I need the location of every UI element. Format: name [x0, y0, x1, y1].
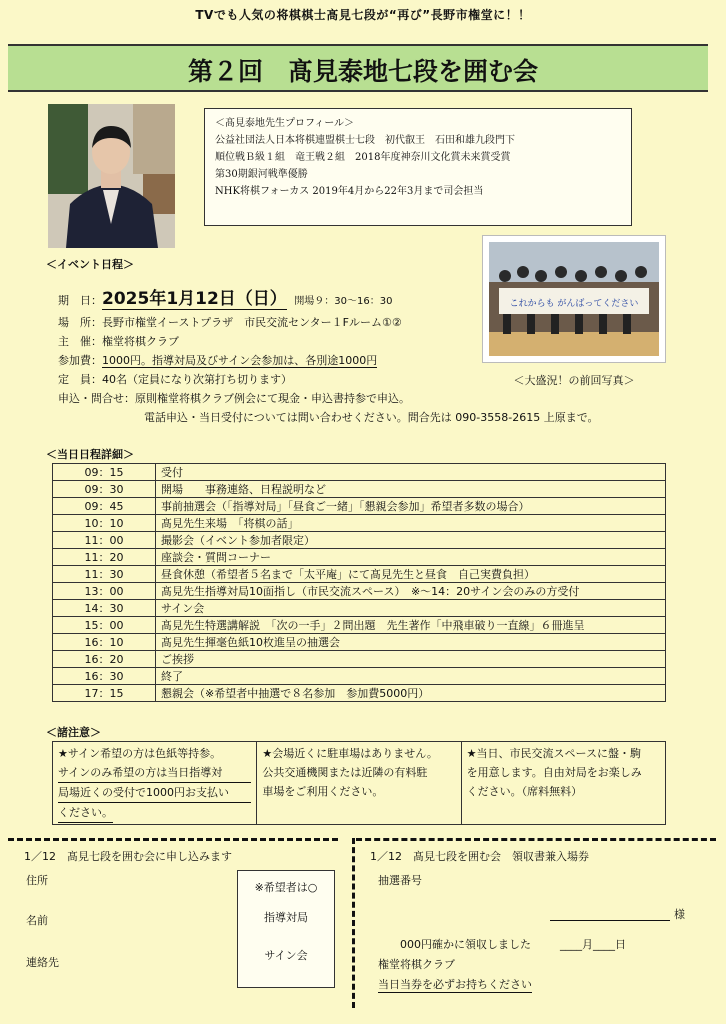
lottery-number-label: 抽選番号 — [378, 874, 422, 887]
profile-line: 第30期銀河戦準優勝 — [215, 169, 308, 180]
date-value: 2025年1月12日（日） — [102, 289, 287, 309]
schedule-time: 11：00 — [53, 532, 156, 549]
schedule-item: 座談会・質問コーナー — [156, 549, 666, 566]
schedule-time: 16：20 — [53, 651, 156, 668]
profile-line: 公益社団法人日本将棋連盟棋士七段 初代叡王 石田和雄九段門下 — [215, 135, 515, 146]
schedule-heading: ＜当日日程詳細＞ — [46, 448, 134, 461]
page-title: 第２回 髙見泰地七段を囲む会 — [187, 57, 538, 86]
notes-heading: ＜諸注意＞ — [46, 726, 101, 739]
schedule-time: 14：30 — [53, 600, 156, 617]
table-row — [53, 532, 666, 549]
schedule-item: 受付 — [156, 464, 666, 481]
tagline: TVでも人気の将棋棋士髙見七段が“再び”長野市権堂に！！ — [195, 8, 531, 22]
schedule-time: 09：30 — [53, 481, 156, 498]
schedule-time: 13：00 — [53, 583, 156, 600]
note-free-play — [462, 742, 665, 824]
schedule-item: 事前抽選会（「指導対局」「昼食ご一緒」「懇親会参加」希望者多数の場合） — [156, 498, 666, 515]
hours-text: 開場９：30〜16：30 — [294, 296, 393, 307]
receipt-ticket — [370, 848, 710, 1018]
profile-line: NHK将棋フォーカス 2019年4月から22年3月まで司会担当 — [215, 186, 484, 197]
schedule-item: 髙見先生特選講解説 「次の一手」２問出題 先生著作「中飛車破り一直線」６冊進呈 — [156, 617, 666, 634]
note-line: 局場近くの受付で1000円お支払い — [58, 783, 251, 803]
cut-line-left — [8, 838, 338, 841]
name-label: 名前 — [26, 914, 48, 927]
schedule-time: 16：10 — [53, 634, 156, 651]
schedule-item: 髙見先生揮毫色紙10枚進呈の抽選会 — [156, 634, 666, 651]
event-heading: ＜イベント日程＞ — [46, 258, 134, 271]
schedule-item: サイン会 — [156, 600, 666, 617]
table-row — [53, 549, 666, 566]
venue-value: 長野市権堂イーストプラザ 市民交流センター１Fルーム①② — [102, 316, 402, 329]
table-row — [53, 464, 666, 481]
sama-label: 様 — [674, 908, 685, 921]
note-line: ★会場近くに駐車場はありません。 — [262, 747, 438, 760]
note-line: ください。 — [58, 803, 113, 823]
table-row — [53, 668, 666, 685]
table-row — [53, 566, 666, 583]
table-row — [53, 600, 666, 617]
receipt-date: ____月____日 — [560, 938, 626, 951]
hope-sign-session[interactable]: サイン会 — [264, 949, 308, 962]
apply-line: 申込・問合せ：原則権堂将棋クラブ例会にて現金・申込書持参で申込。 — [58, 392, 410, 405]
fee-value: 1000円。指導対局及びサイン会参加は、各別途1000円 — [102, 354, 378, 367]
schedule-time: 10：10 — [53, 515, 156, 532]
schedule-time: 09：45 — [53, 498, 156, 515]
schedule-time: 15：00 — [53, 617, 156, 634]
note-line: 公共交通機関または近隣の有料駐 — [262, 766, 428, 779]
schedule-item: 開場 事務連絡、日程説明など — [156, 481, 666, 498]
schedule-item: 撮影会（イベント参加者限定） — [156, 532, 666, 549]
table-row — [53, 651, 666, 668]
profile-line: 順位戦Ｂ級１組 竜王戦２組 2018年度神奈川文化賞未来賞受賞 — [215, 152, 511, 163]
hope-checkbox-box — [237, 870, 335, 988]
club-name: 権堂将棋クラブ — [378, 958, 455, 971]
note-line: ★サイン希望の方は色紙等持参。 — [58, 747, 222, 760]
photo-caption: ＜大盛況！の前回写真＞ — [513, 374, 635, 387]
notes-box — [52, 741, 666, 825]
table-row — [53, 481, 666, 498]
schedule-item: 昼食休憩（希望者５名まで「太平庵」にて髙見先生と昼食 自己実費負担） — [156, 566, 666, 583]
schedule-table — [52, 463, 666, 702]
schedule-time: 17：15 — [53, 685, 156, 702]
hope-title: ※希望者は○ — [254, 881, 318, 894]
apply-line-2: 電話申込・当日受付については問い合わせください。問合先は 090-3558-2615 上原まで。 — [144, 411, 599, 424]
note-parking — [257, 742, 461, 824]
name-line — [550, 906, 670, 921]
cut-line-right — [356, 838, 716, 841]
received-text: 000円確かに領収しました — [400, 938, 531, 951]
capacity-label: 定 員： — [58, 373, 102, 386]
note-line: ★当日、市民交流スペースに盤・駒 — [466, 747, 641, 760]
address-label: 住所 — [26, 874, 48, 887]
schedule-time: 09：15 — [53, 464, 156, 481]
venue-label: 場 所： — [58, 316, 102, 329]
schedule-item: ご挨拶 — [156, 651, 666, 668]
schedule-item: 髙見先生来場 「将棋の話」 — [156, 515, 666, 532]
portrait-photo — [48, 104, 175, 248]
receipt-title: 1／12 髙見七段を囲む会 領収書兼入場券 — [370, 850, 589, 863]
schedule-item: 懇親会（※希望者中抽選で８名参加 参加費5000円） — [156, 685, 666, 702]
table-row — [53, 498, 666, 515]
application-title: 1／12 髙見七段を囲む会に申し込みます — [24, 850, 232, 863]
profile-box — [204, 108, 632, 226]
note-line: ください。（席料無料） — [466, 785, 583, 798]
contact-label: 連絡先 — [26, 956, 59, 969]
schedule-time: 11：20 — [53, 549, 156, 566]
note-sign — [53, 742, 257, 824]
schedule-time: 11：30 — [53, 566, 156, 583]
schedule-item: 髙見先生指導対局10面指し（市民交流スペース） ※〜14：20サイン会のみの方受付 — [156, 583, 666, 600]
note-line: 車場をご利用ください。 — [262, 785, 384, 798]
note-line: を用意します。自由対局をお楽しみ — [466, 766, 642, 779]
table-row — [53, 617, 666, 634]
table-row — [53, 634, 666, 651]
cut-line-vertical — [352, 838, 355, 1008]
fee-label: 参加費： — [58, 354, 102, 367]
table-row — [53, 685, 666, 702]
host-value: 権堂将棋クラブ — [102, 335, 179, 348]
capacity-value: 40名（定員になり次第打ち切ります） — [102, 373, 292, 386]
bring-ticket-note: 当日当券を必ずお持ちください — [378, 978, 532, 991]
host-label: 主 催： — [58, 335, 102, 348]
schedule-item: 終了 — [156, 668, 666, 685]
table-row — [53, 515, 666, 532]
profile-heading: ＜髙見泰地先生プロフィール＞ — [215, 118, 354, 129]
banner-text: これからも がんばってください — [509, 299, 639, 309]
schedule-time: 16：30 — [53, 668, 156, 685]
previous-event-photo — [483, 236, 665, 362]
note-line: サインのみ希望の方は当日指導対 — [58, 763, 251, 783]
hope-teaching-game[interactable]: 指導対局 — [264, 911, 308, 924]
date-label: 期 日： — [58, 294, 102, 307]
table-row — [53, 583, 666, 600]
